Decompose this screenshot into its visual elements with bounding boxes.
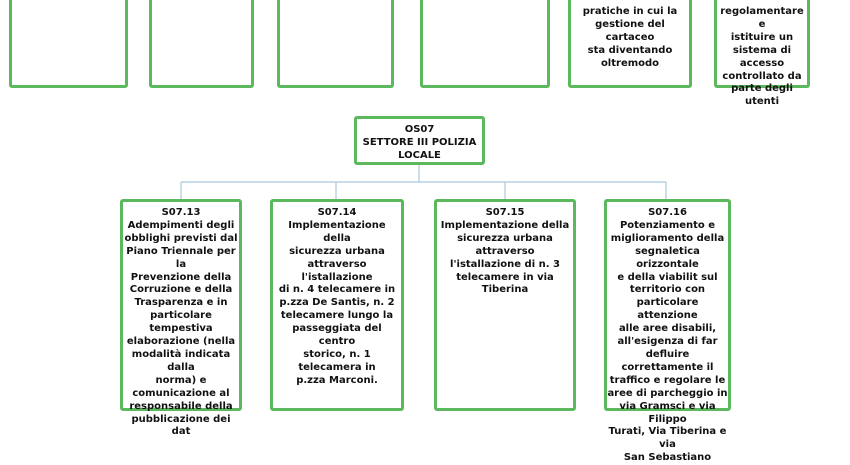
child-node-text: Implementazione della sicurezza urbana attraverso l'istallazione di n. 4 telecamere in p.zza De Santis, n. 2 telecamere lungo la passeggiata del centro storico, n. 1 telecamera in p.zza Marconi. [278, 219, 396, 386]
parent-node-os07 [354, 116, 485, 165]
parent-node-title: SETTORE III POLIZIA LOCALE [362, 136, 477, 161]
child-node-code: S07.15 [485, 207, 525, 218]
child-node-s07-13 [120, 199, 242, 438]
child-node-code: S07.14 [317, 207, 357, 218]
top-box-3 [277, 0, 394, 88]
top-box-5 [568, 0, 692, 88]
top-box-1 [9, 0, 128, 88]
child-node-s07-16 [604, 199, 731, 464]
child-node-s07-15 [434, 199, 576, 411]
child-node-s07-14 [270, 199, 404, 411]
parent-node-code: OS07 [404, 124, 435, 135]
top-box-6-text: regolamentare e istituire un sistema di accesso controllato da parte degli utenti [720, 6, 804, 108]
top-box-5-text: pratiche in cui la gestione del cartaceo sta diventando oltremodo [582, 6, 678, 69]
child-node-code: S07.16 [648, 207, 687, 218]
top-box-4 [420, 0, 550, 88]
child-node-text: Potenziamento e miglioramento della segnaletica orizzontale e della viabilit sul territorio con particolare attenzione alle aree disabili, all'esigenza di far defluire correttamente il traffico e regolare le aree di parcheggio in via Gramsci e via Filippo Turati, Via Tiberina e via San Sebastiano [607, 219, 728, 464]
child-node-code: S07.13 [161, 207, 201, 218]
top-box-6 [714, 0, 810, 108]
top-box-2 [149, 0, 254, 88]
child-node-text: Implementazione della sicurezza urbana attraverso l'istallazione di n. 3 telecamere in via Tiberina [440, 219, 570, 296]
child-node-text: Adempimenti degli obblighi previsti dal Piano Triennale per la Prevenzione della Corruzione e della Trasparenza e in particolare tempestiva elaborazione (nella modalità indicata dalla norma) e comunicazione al responsabile della pubblicazione dei dat [124, 219, 238, 438]
